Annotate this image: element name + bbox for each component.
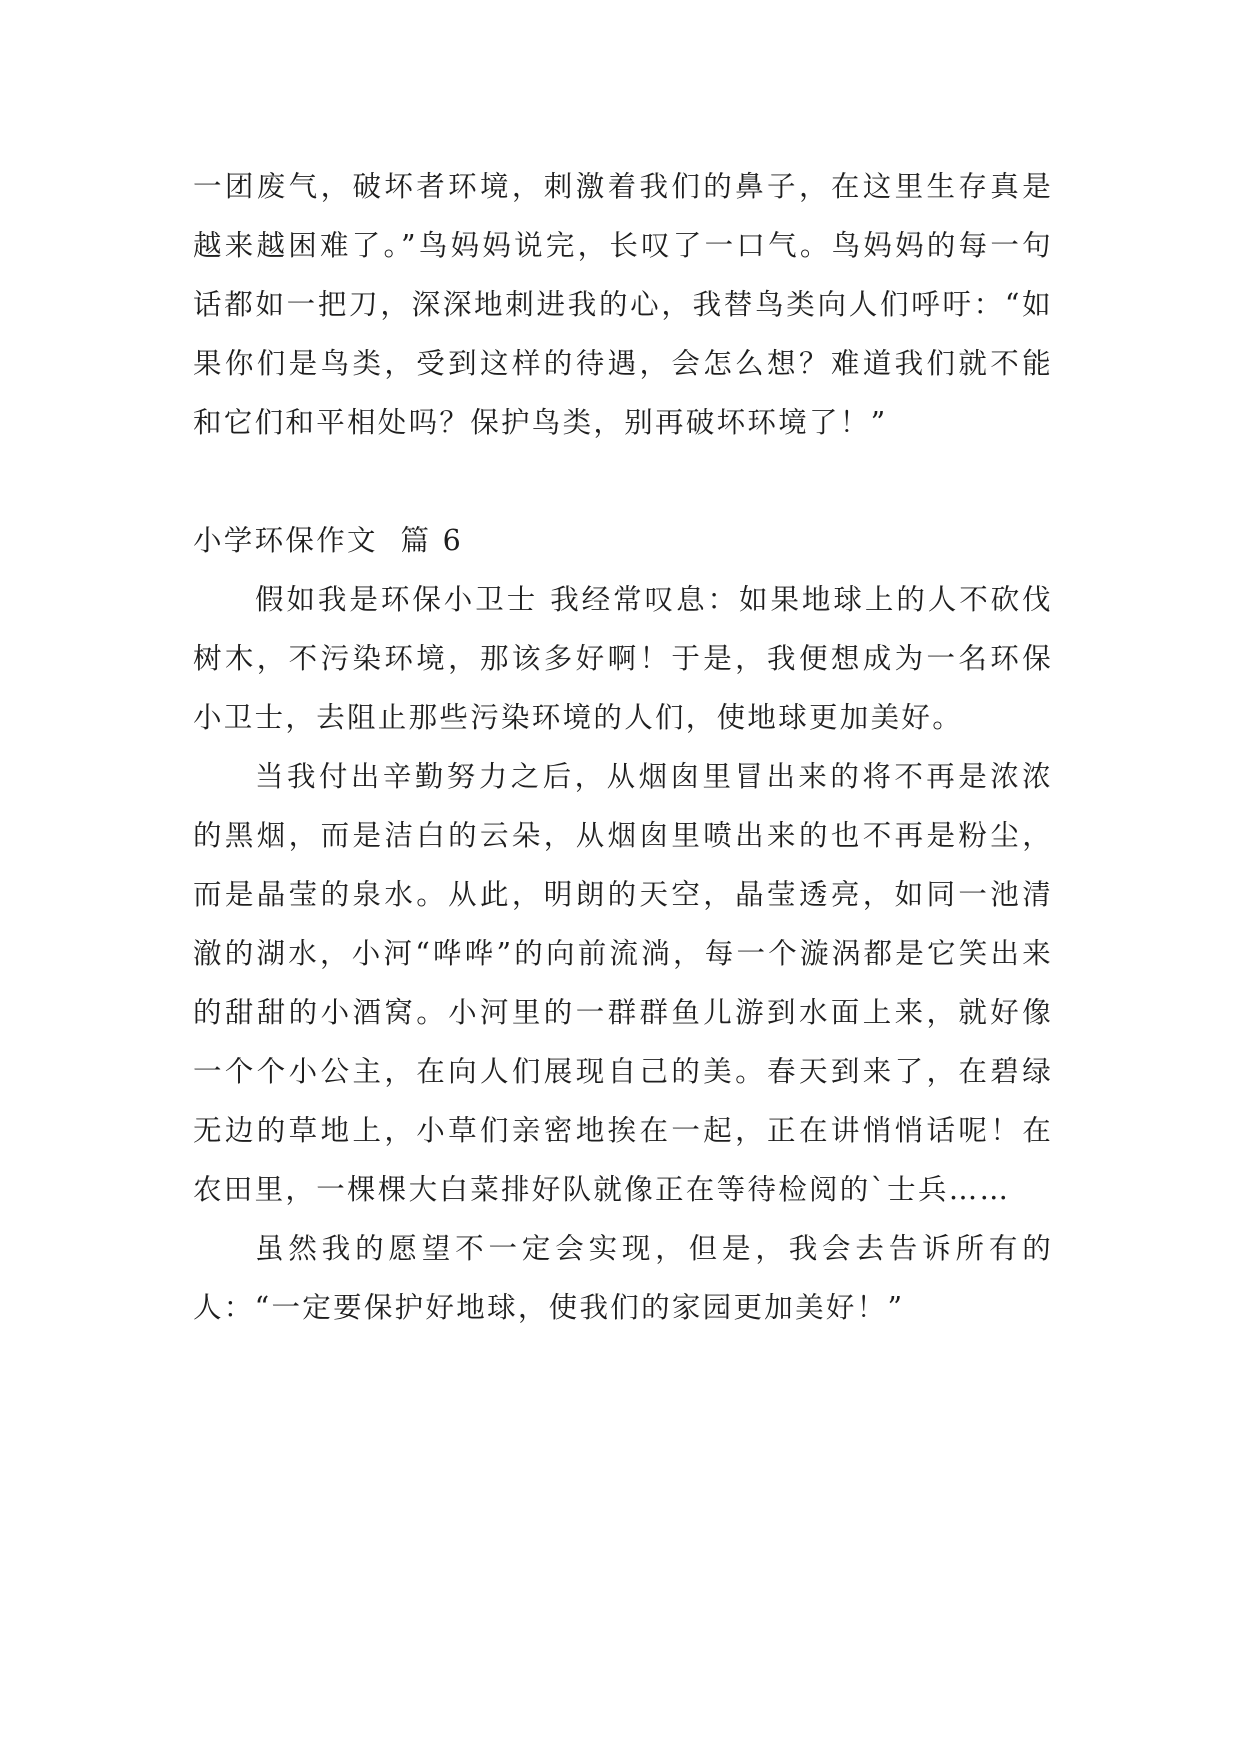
continuation-paragraph: 一团废气，破坏者环境，刺激着我们的鼻子，在这里生存真是越来越困难了。”鸟妈妈说完，长叹了一口气。鸟妈妈的每一句话都如一把刀，深深地刺进我的心，我替鸟类向人们呼吁：“如果你们是鸟类，受到这样的待遇，会怎么想？难道我们就不能和它们和平相处吗？保护鸟类，别再破坏环境了！” <box>193 170 1053 439</box>
document-body <box>193 157 1053 1337</box>
section-title: 小学环保作文 篇 6 <box>193 524 464 557</box>
paragraph-2: 当我付出辛勤努力之后，从烟囱里冒出来的将不再是浓浓的黑烟，而是洁白的云朵，从烟囱里喷出来的也不再是粉尘，而是晶莹的泉水。从此，明朗的天空，晶莹透亮，如同一池清澈的湖水，小河“哗哗”的向前流淌，每一个漩涡都是它笑出来的甜甜的小酒窝。小河里的一群群鱼儿游到水面上来，就好像一个个小公主，在向人们展现自己的美。春天到来了，在碧绿无边的草地上，小草们亲密地挨在一起，正在讲悄悄话呢！在农田里，一棵棵大白菜排好队就像正在等待检阅的`士兵…… <box>193 760 1053 1206</box>
paragraph-3: 虽然我的愿望不一定会实现，但是，我会去告诉所有的人：“一定要保护好地球，使我们的家园更加美好！” <box>193 1232 1053 1324</box>
paragraph-1: 假如我是环保小卫士 我经常叹息：如果地球上的人不砍伐树木，不污染环境，那该多好啊！于是，我便想成为一名环保小卫士，去阻止那些污染环境的人们，使地球更加美好。 <box>193 583 1053 734</box>
